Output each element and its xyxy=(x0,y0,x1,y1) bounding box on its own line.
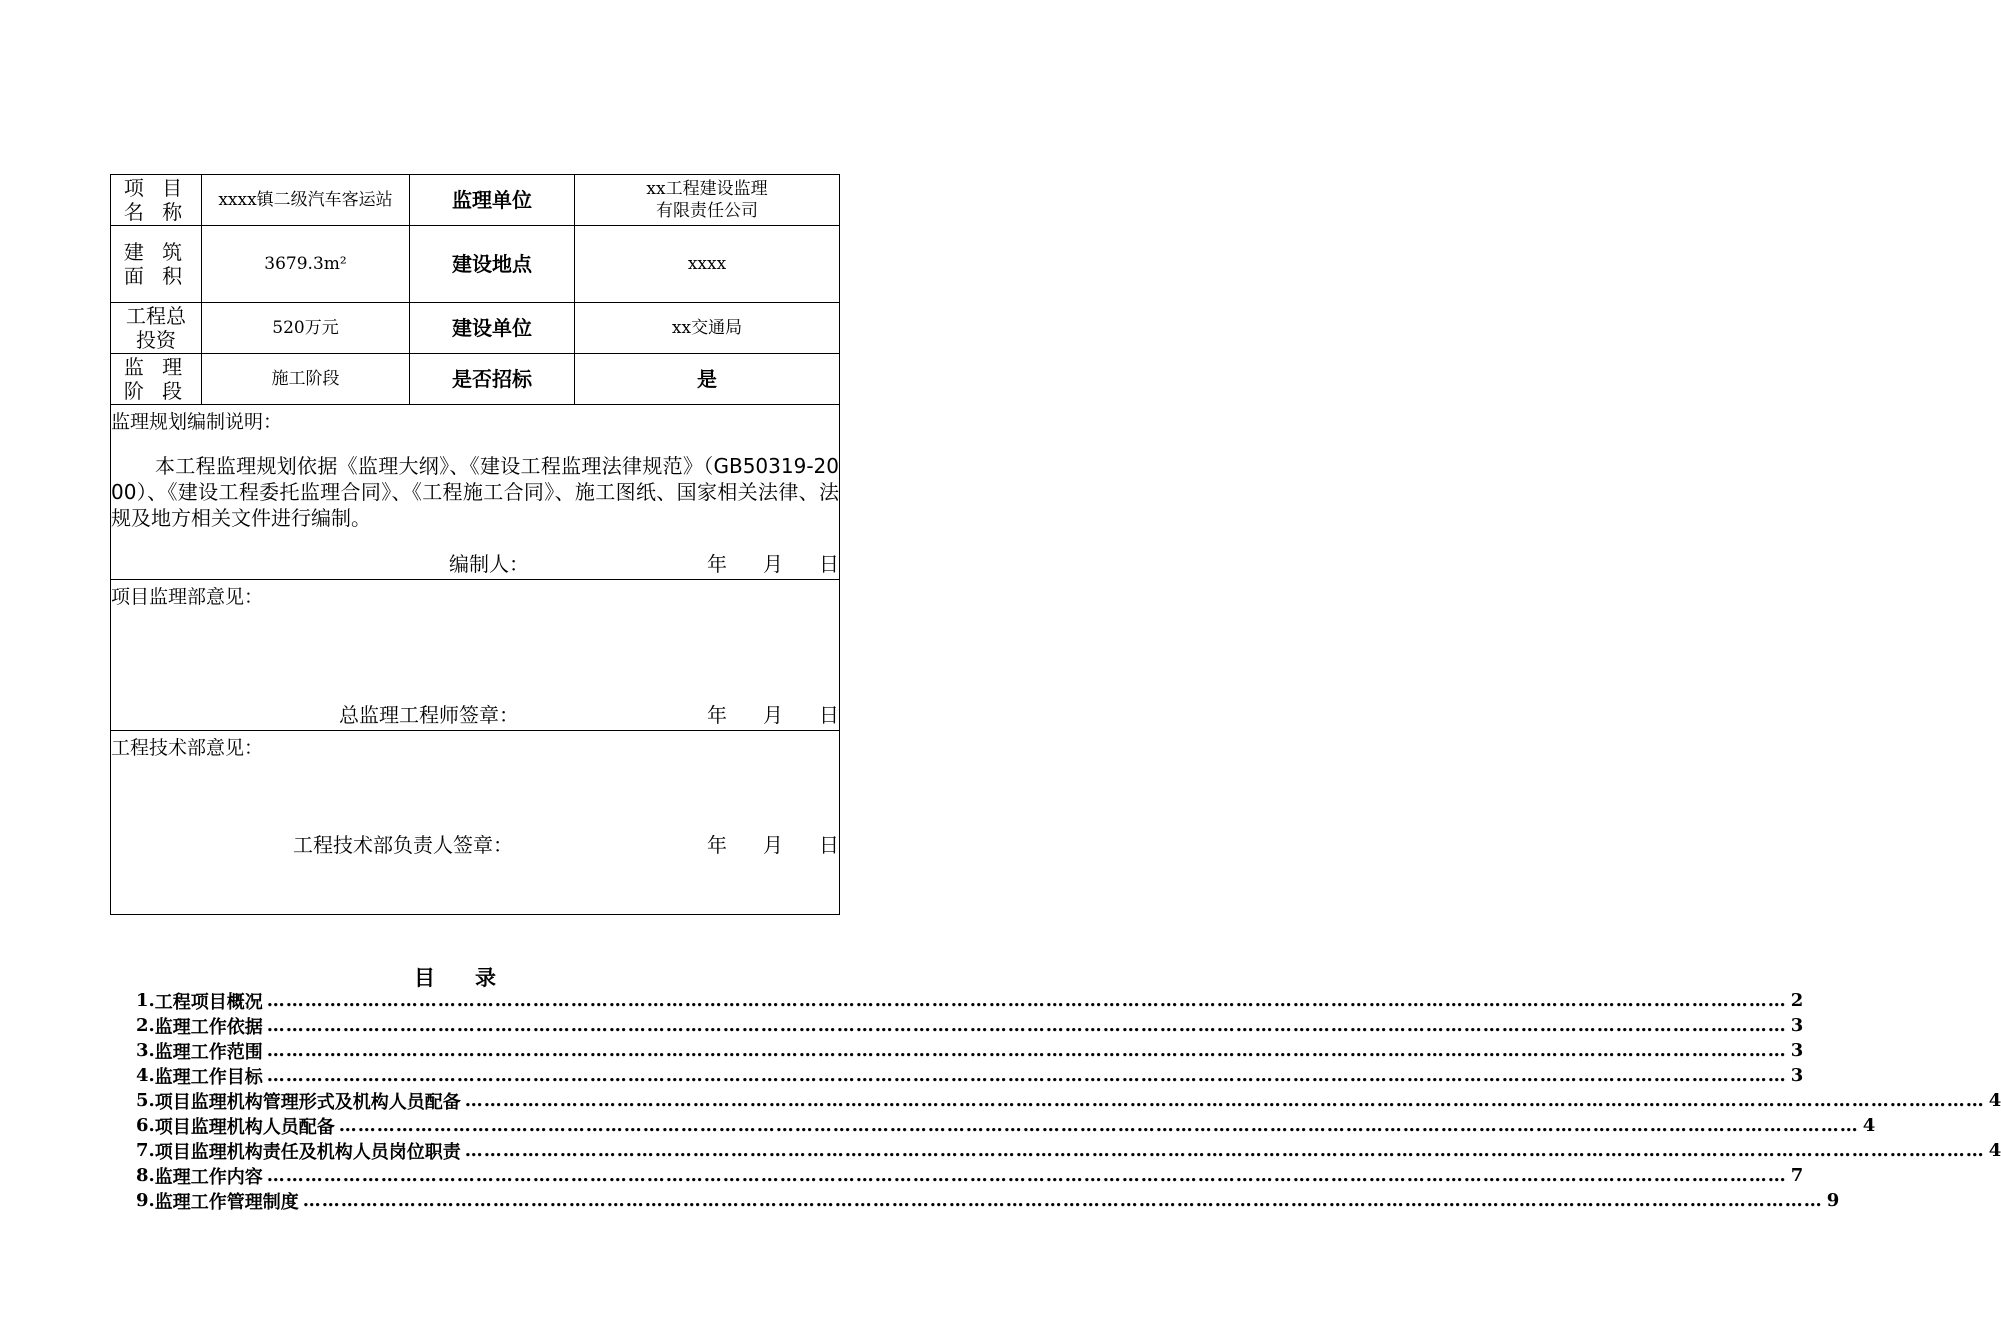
toc-leader-dots: …………………………………………………………………………………………………………………………………………………………………………………………………………………… xyxy=(338,1115,1859,1136)
month-label: 月 xyxy=(763,833,783,857)
toc-entry-number: 4. xyxy=(136,1065,155,1086)
date-fields xyxy=(707,548,839,577)
toc-entry-page: 9 xyxy=(1826,1190,1840,1211)
year-label: 年 xyxy=(707,552,727,576)
builder-value: xx交通局 xyxy=(671,318,743,338)
toc-entry-page: 3 xyxy=(1790,1040,1804,1061)
toc-entry-label: 监理工作目标 xyxy=(154,1066,263,1088)
table-of-contents xyxy=(136,988,2001,1213)
chief-signature-label: 总监理工程师签章： xyxy=(339,703,519,727)
toc-entry-number: 2. xyxy=(136,1015,155,1036)
toc-entry-page: 2 xyxy=(1790,990,1804,1011)
toc-entry-number: 7. xyxy=(136,1140,155,1161)
toc-leader-dots: …………………………………………………………………………………………………………………………………………………………………………………………………………………… xyxy=(266,1015,1787,1036)
toc-entry-label: 监理工作内容 xyxy=(154,1166,263,1188)
toc-entry-label: 监理工作依据 xyxy=(154,1016,263,1038)
planning-body: 本工程监理规划依据《监理大纲》、《建设工程监理法律规范》（GB50319-2000）、《建设工程委托监理合同》、《工程施工合同》、施工图纸、国家相关法律、法规及地方相关文件进行编制。 xyxy=(111,454,839,530)
toc-entry-label: 监理工作管理制度 xyxy=(154,1191,299,1213)
supervisor-value: xx工程建设监理 有限责任公司 xyxy=(646,179,768,221)
project-name-label: 项 目 名 称 xyxy=(111,175,202,225)
toc-entry[interactable] xyxy=(136,1013,1804,1038)
day-label: 日 xyxy=(819,833,839,857)
location-label: 建设地点 xyxy=(410,226,575,302)
toc-entry[interactable] xyxy=(136,1113,1876,1138)
toc-entry[interactable] xyxy=(136,1088,2001,1113)
toc-entry-label: 项目监理机构人员配备 xyxy=(154,1116,335,1138)
toc-entry[interactable] xyxy=(136,1038,1804,1063)
table-row xyxy=(111,226,839,303)
date-fields xyxy=(707,699,839,728)
toc-entry[interactable] xyxy=(136,1163,1804,1188)
toc-entry-number: 9. xyxy=(136,1190,155,1211)
stage-value: 施工阶段 xyxy=(202,354,410,404)
toc-entry-label: 项目监理机构管理形式及机构人员配备 xyxy=(154,1091,461,1113)
stage-label: 监 理 阶 段 xyxy=(111,354,202,404)
toc-entry-label: 项目监理机构责任及机构人员岗位职责 xyxy=(154,1141,461,1163)
toc-entry-page: 4 xyxy=(1988,1140,2001,1161)
toc-entry-page: 3 xyxy=(1790,1065,1804,1086)
toc-entry-page: 4 xyxy=(1988,1090,2001,1111)
toc-leader-dots: …………………………………………………………………………………………………………………………………………………………………………………………………………………… xyxy=(266,1065,1787,1086)
location-value: xxxx xyxy=(687,254,727,274)
toc-entry-page: 7 xyxy=(1790,1165,1804,1186)
toc-entry[interactable] xyxy=(136,988,1804,1013)
toc-leader-dots: …………………………………………………………………………………………………………………………………………………………………………………………………………………… xyxy=(266,1165,1787,1186)
supervisor-label: 监理单位 xyxy=(410,175,575,225)
investment-label: 工程总 投资 xyxy=(111,303,202,353)
toc-leader-dots: …………………………………………………………………………………………………………………………………………………………………………………………………………………… xyxy=(464,1140,1985,1161)
project-name-value: xxxx镇二级汽车客运站 xyxy=(202,175,410,225)
table-row xyxy=(111,175,839,226)
tech-opinion-title: 工程技术部意见： xyxy=(111,737,264,759)
toc-entry[interactable] xyxy=(136,1138,2001,1163)
month-label: 月 xyxy=(763,703,783,727)
area-value: 3679.3m² xyxy=(202,226,410,302)
planning-title: 监理规划编制说明： xyxy=(111,411,283,433)
toc-leader-dots: …………………………………………………………………………………………………………………………………………………………………………………………………………………… xyxy=(266,1040,1787,1061)
toc-leader-dots: …………………………………………………………………………………………………………………………………………………………………………………………………………………… xyxy=(266,990,1787,1011)
toc-entry-number: 3. xyxy=(136,1040,155,1061)
toc-leader-dots: …………………………………………………………………………………………………………………………………………………………………………………………………………………… xyxy=(464,1090,1985,1111)
month-label: 月 xyxy=(763,552,783,576)
investment-value: 520万元 xyxy=(202,303,410,353)
project-opinion-section xyxy=(111,580,839,731)
day-label: 日 xyxy=(819,703,839,727)
toc-entry-number: 1. xyxy=(136,990,155,1011)
tech-opinion-section xyxy=(111,731,839,914)
table-row xyxy=(111,303,839,354)
day-label: 日 xyxy=(819,552,839,576)
info-table xyxy=(110,174,840,915)
year-label: 年 xyxy=(707,703,727,727)
toc-entry[interactable] xyxy=(136,1188,1840,1213)
year-label: 年 xyxy=(707,833,727,857)
area-label: 建 筑 面 积 xyxy=(111,226,202,302)
tender-value: 是 xyxy=(697,367,717,391)
toc-entry-number: 6. xyxy=(136,1115,155,1136)
builder-label: 建设单位 xyxy=(410,303,575,353)
table-row xyxy=(111,354,839,405)
toc-entry-page: 3 xyxy=(1790,1015,1804,1036)
toc-entry-number: 5. xyxy=(136,1090,155,1111)
toc-entry-number: 8. xyxy=(136,1165,155,1186)
toc-entry-label: 工程项目概况 xyxy=(154,991,263,1013)
project-opinion-title: 项目监理部意见： xyxy=(111,586,264,608)
toc-title: 目录 xyxy=(414,965,536,990)
compiler-label: 编制人： xyxy=(449,552,529,576)
planning-section xyxy=(111,405,839,580)
toc-entry-label: 监理工作范围 xyxy=(154,1041,263,1063)
toc-entry-page: 4 xyxy=(1862,1115,1876,1136)
date-fields xyxy=(707,829,839,858)
tender-label: 是否招标 xyxy=(410,354,575,404)
toc-entry[interactable] xyxy=(136,1063,1804,1088)
tech-signature-label: 工程技术部负责人签章： xyxy=(293,833,513,857)
toc-leader-dots: …………………………………………………………………………………………………………………………………………………………………………………………………………………… xyxy=(302,1190,1823,1211)
